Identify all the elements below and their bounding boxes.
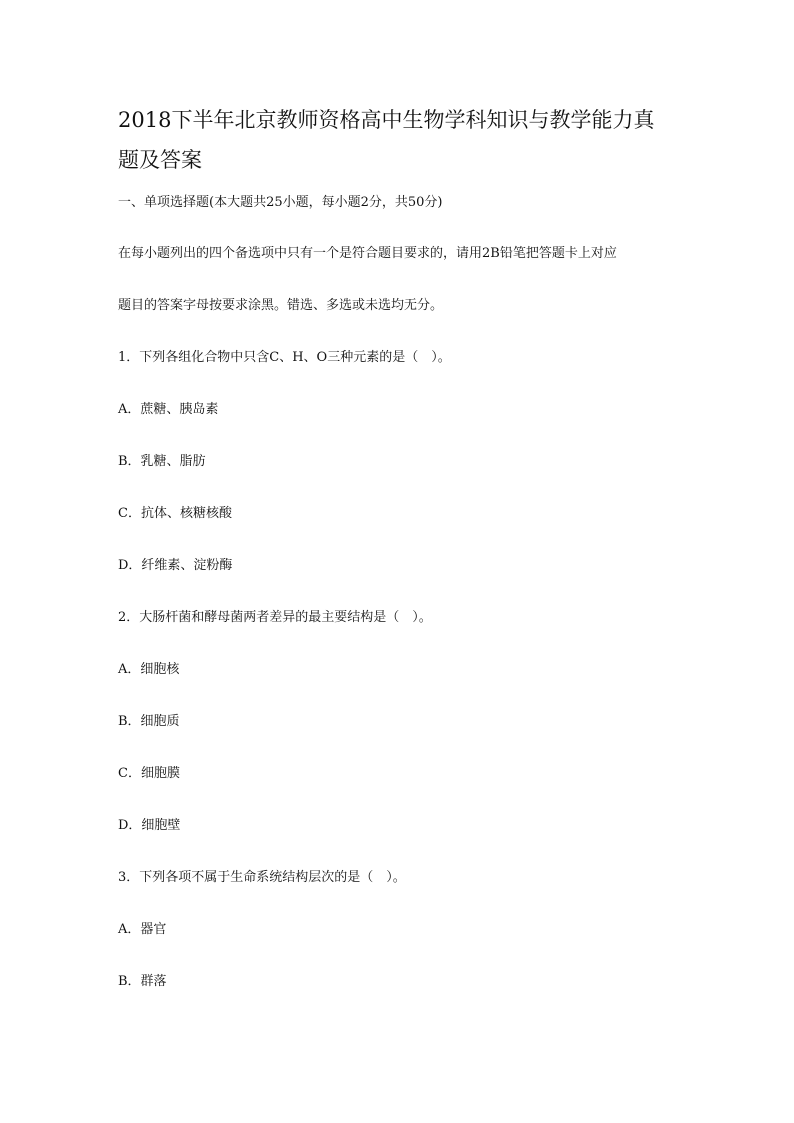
instruction-line-2: 题目的答案字母按要求涂黑。错选、多选或未选均无分。 xyxy=(118,298,444,313)
question-3-stem: 3．下列各项不属于生命系统结构层次的是（ ）。 xyxy=(118,870,406,885)
question-1-option-a: A．蔗糖、胰岛素 xyxy=(118,402,219,417)
question-2-option-c: C．细胞膜 xyxy=(118,766,180,781)
question-2-option-a: A．细胞核 xyxy=(118,662,180,677)
question-2-option-b: B．细胞质 xyxy=(118,714,180,729)
question-2-option-d: D．细胞壁 xyxy=(118,818,181,833)
question-3-option-b: B．群落 xyxy=(118,974,167,989)
question-1-stem: 1．下列各组化合物中只含C、H、O三种元素的是（ ）。 xyxy=(118,350,451,365)
section-heading: 一、单项选择题(本大题共25小题，每小题2分，共50分) xyxy=(118,195,443,210)
instruction-line-1: 在每小题列出的四个备选项中只有一个是符合题目要求的，请用2B铅笔把答题卡上对应 xyxy=(118,246,617,261)
question-1-option-b: B．乳糖、脂肪 xyxy=(118,454,206,469)
question-1-option-c: C．抗体、核糖核酸 xyxy=(118,506,232,521)
document-title xyxy=(118,100,678,180)
question-2-stem: 2．大肠杆菌和酵母菌两者差异的最主要结构是（ ）。 xyxy=(118,610,432,625)
question-1-option-d: D．纤维素、淀粉酶 xyxy=(118,558,233,573)
title-line-2: 题及答案 xyxy=(118,148,202,172)
title-line-1: 2018下半年北京教师资格高中生物学科知识与教学能力真 xyxy=(118,108,655,132)
question-3-option-a: A．器官 xyxy=(118,922,167,937)
